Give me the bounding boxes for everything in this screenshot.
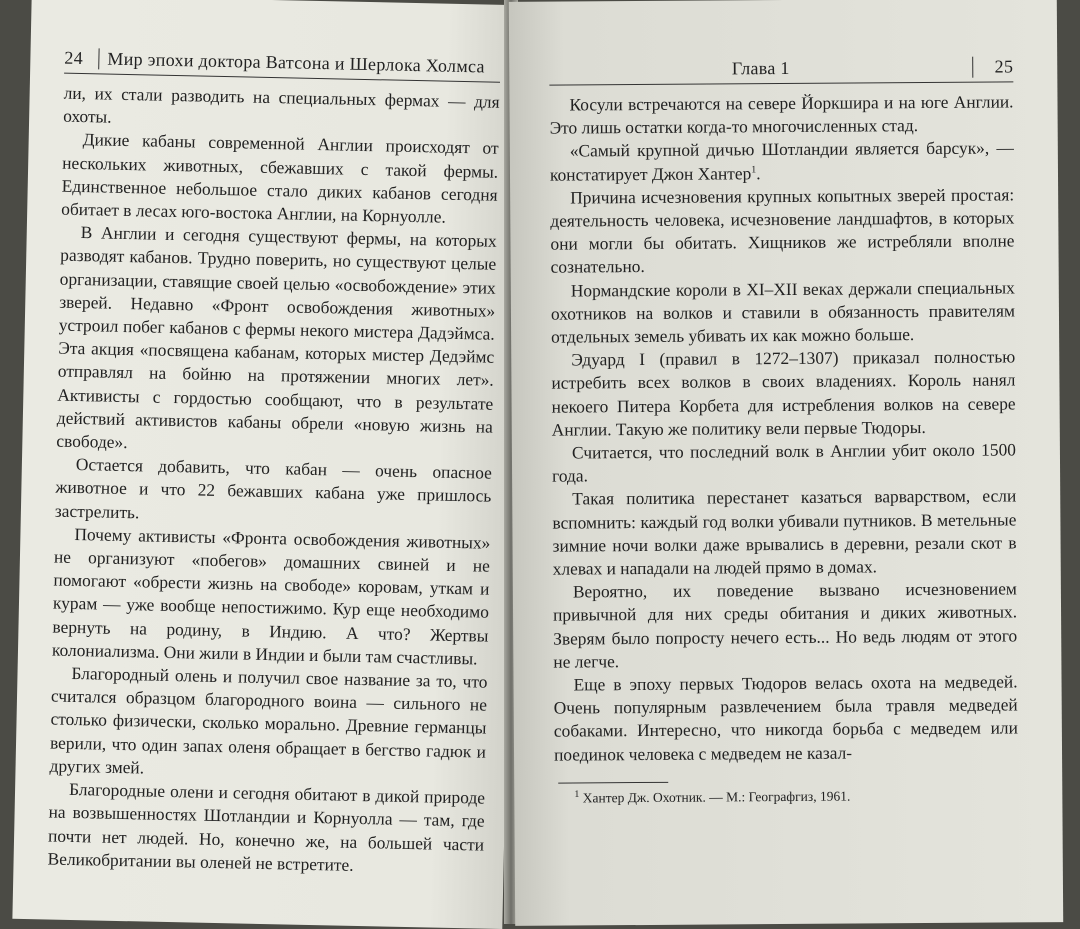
paragraph: В Англии и сегодня существуют фермы, на которых разводят кабанов. Трудно поверить, но существуют целые организации, ставящие своей целью «освобождение» этих зверей. Недавно «Фронт освобождения животных» устроил побег кабанов с фермы некого мистера Дадэймса. Эта акция «посвящена кабанам, которых мистер Дедэймс отправлял на бойню на протяжении многих лет». Активисты с гордостью сообщают, что в результате действий активистов кабаны обрели «новую жизнь на свободе». bbox=[56, 222, 497, 453]
paragraph: Вероятно, их поведение вызвано исчезновением привычной для них среды обитания и диких животных. Зверям было попросту нечего есть... Но ведь людям от этого не легче. bbox=[552, 578, 1018, 672]
paragraph: Благородные олени и сегодня обитают в дикой природе на возвышенностях Шотландии и Корнуолла — там, где почти нет людей. Но, конечно же, на большей части Великобритании вы оленей не встретите. bbox=[47, 779, 486, 875]
paragraph-text: «Самый крупной дичью Шотландии является барсук», — констатирует Джон Хантер bbox=[549, 137, 1014, 185]
footnote bbox=[554, 786, 1018, 807]
paragraph: Дикие кабаны современной Англии происходят от нескольких животных, сбежавших с такой фермы. Единственное небольшое стало диких кабанов сегодня обитает в лесах юго-востока Англии, на Корнуолле. bbox=[61, 129, 499, 227]
right-page-header bbox=[549, 56, 1013, 85]
paragraph: Благородный олень и получил свое название за то, что считался образцом благородного воина — сильного не столько физически, сколько морально. Древние германцы верили, что один запах оленя обращает в бегство гадюк и других змей. bbox=[49, 663, 488, 778]
footnote-text: Хантер Дж. Охотник. — М.: Географгиз, 1961. bbox=[582, 788, 851, 806]
left-page-header bbox=[64, 48, 500, 83]
paragraph: Еще в эпоху первых Тюдоров велась охота на медведей. Очень популярным развлечением была травля медведей собаками. Интересно, что никогда борьба с медведем или поединок человека с медведем не казал- bbox=[553, 671, 1018, 765]
left-running-title: Мир эпохи доктора Ватсона и Шерлока Холмса bbox=[107, 48, 486, 77]
right-page bbox=[509, 0, 1063, 926]
left-page-number: 24 bbox=[64, 48, 99, 70]
paragraph: «Самый крупной дичью Шотландии является барсук», — констатирует Джон Хантер$^1$. bbox=[549, 137, 1014, 185]
paragraph: Причина исчезновения крупных копытных зверей простая: деятельность человека, исчезновение ландшафтов, в которых они могли бы обитать. Хищников же истребляли вполне сознательно. bbox=[550, 184, 1015, 278]
paragraph: Почему активисты «Фронта освобождения животных» не организуют «побегов» домашних свиней и не помогают «обрести жизнь на свободе» коровам, уткам и курам — уже вообще непостижимо. Кур еще необходимо вернуть на родину, в Индию. А что? Жертвы колониализма. Они жили в Индии и были там счастливы. bbox=[51, 523, 491, 669]
paragraph: Остается добавить, что кабан — очень опасное животное и что 22 бежавших кабана уже пришлось застрелить. bbox=[54, 454, 493, 522]
footnote-reference: 1 bbox=[751, 164, 757, 176]
right-page-number: 25 bbox=[972, 56, 1013, 77]
paragraph: Эдуард I (правил в 1272–1307) приказал полностью истребить всех волков в своих владениях. Король нанял некоего Питера Корбета для истребления волков на севере Англии. Такую же политику вели первые Тюдоры. bbox=[551, 346, 1016, 440]
right-running-title: Глава 1 bbox=[731, 57, 790, 79]
paragraph: Нормандские короли в XI–XII веках держали специальных охотников на волков и ставили в обязанность правителям отдельных земель убивать их как можно больше. bbox=[550, 277, 1016, 347]
paragraph: Считается, что последний волк в Англии убит около 1500 года. bbox=[552, 439, 1016, 486]
paragraph: Такая политика перестанет казаться варварством, если вспомнить: каждый год волки убивали путников. В метельные зимние ночи волки даже врывались в деревни, резали скот в хлевах и нападали на людей прямо в домах. bbox=[552, 485, 1017, 579]
paragraph: Косули встречаются на севере Йоркшира и на юге Англии. Это лишь остатки когда-то многочисленных стад. bbox=[549, 91, 1014, 138]
left-page bbox=[12, 0, 521, 929]
paragraph: ли, их стали разводить на специальных фермах — для охоты. bbox=[62, 82, 500, 127]
footnote-marker: 1 bbox=[574, 788, 580, 800]
footnote-divider bbox=[558, 782, 668, 784]
